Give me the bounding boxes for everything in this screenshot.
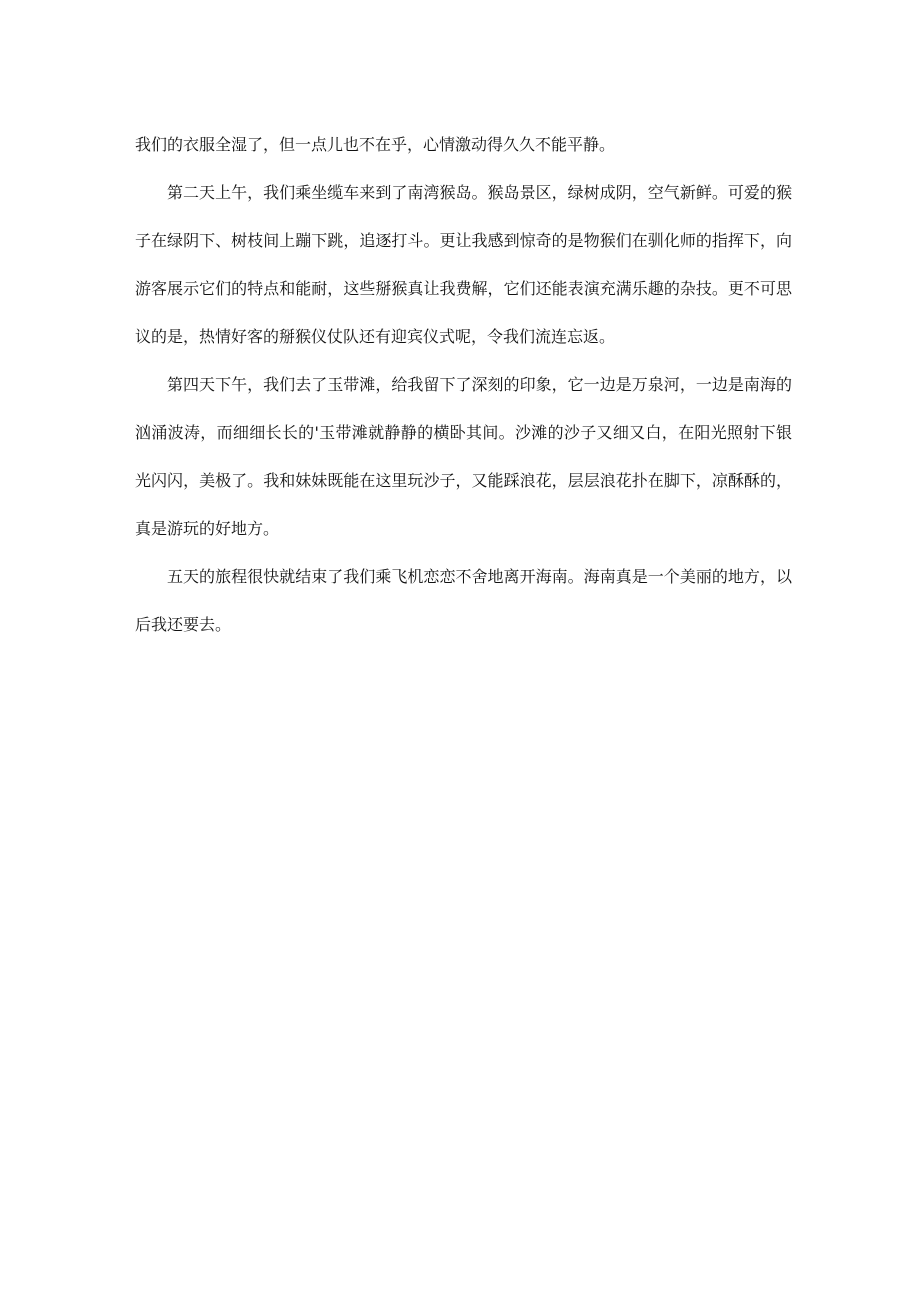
paragraph-continuation: 我们的衣服全湿了，但一点儿也不在乎，心情激动得久久不能平静。 bbox=[135, 135, 616, 154]
paragraph-trip-end: 五天的旅程很快就结束了我们乘飞机恋恋不舍地离开海南。海南真是一个美丽的地方，以后我还要去。 bbox=[135, 567, 792, 634]
paragraph-jade-belt-beach: 第四天下午，我们去了玉带滩，给我留下了深刻的印象，它一边是万泉河，一边是南海的汹涌波涛，而细细长长的'玉带滩就静静的横卧其间。沙滩的沙子又细又白，在阳光照射下银光闪闪，美极了。我和妹妹既能在这里玩沙子，又能踩浪花，层层浪花扑在脚下，凉酥酥的，真是游玩的好地方。 bbox=[135, 375, 792, 538]
paragraph-monkey-island: 第二天上午，我们乘坐缆车来到了南湾猴岛。猴岛景区，绿树成阴，空气新鲜。可爱的猴子在绿阴下、树枝间上蹦下跳，追逐打斗。更让我感到惊奇的是物猴们在驯化师的指挥下，向游客展示它们的特点和能耐，这些掰猴真让我费解，它们还能表演充满乐趣的杂技。更不可思议的是，热情好客的掰猴仪仗队还有迎宾仪式呢，令我们流连忘返。 bbox=[135, 183, 792, 346]
document-body bbox=[135, 121, 792, 649]
